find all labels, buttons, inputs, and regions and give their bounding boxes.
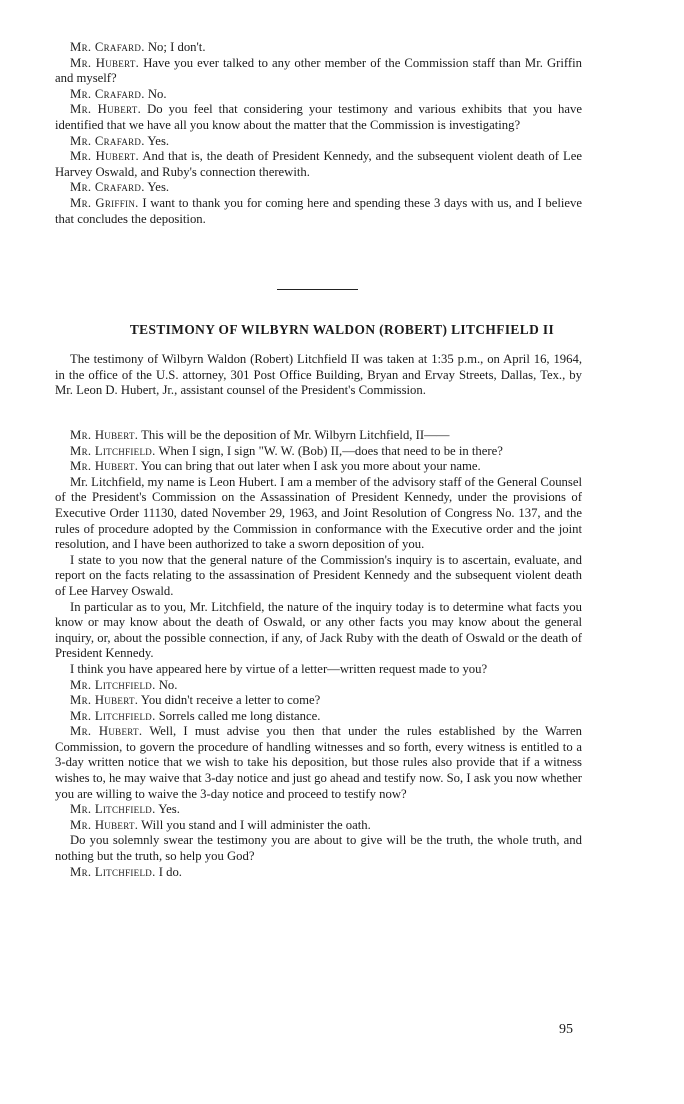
speaker-name: Mr. Crafard.	[70, 86, 145, 101]
testimony-line	[55, 134, 582, 150]
speaker-name: Mr. Crafard.	[70, 180, 145, 195]
line-text: Do you feel that considering your testimony and various exhibits that you have identified that we have all you know about the matter that the Commission is investigating?	[55, 102, 582, 132]
testimony-line	[55, 102, 582, 133]
speaker-name: Mr. Litchfield.	[70, 802, 156, 817]
testimony-line	[55, 180, 582, 196]
speaker-name: Mr. Litchfield.	[70, 864, 156, 879]
testimony-line	[55, 724, 582, 802]
line-text: You can bring that out later when I ask you more about your name.	[138, 459, 481, 474]
testimony-line	[55, 802, 582, 818]
line-text: Do you solemnly swear the testimony you are about to give will be the truth, the whole truth, and nothing but the truth, so help you God?	[55, 833, 582, 864]
line-text: This will be the deposition of Mr. Wilbyrn Litchfield, II——	[138, 428, 450, 442]
testimony-line	[55, 149, 582, 180]
testimony-line	[55, 56, 582, 87]
testimony-line	[55, 662, 582, 678]
testimony-line	[55, 833, 582, 864]
testimony-line	[55, 693, 582, 709]
testimony-line	[55, 459, 582, 475]
line-text: I state to you now that the general nature of the Commission's inquiry is to ascertain, evaluate, and report on the facts relating to the assassination of President Kennedy and the subsequent violent death of Lee Harvey Oswald.	[55, 552, 582, 598]
testimony-line	[55, 444, 582, 460]
speaker-name: Mr. Litchfield.	[70, 677, 156, 692]
speaker-name: Mr. Hubert.	[70, 149, 140, 164]
line-text: Yes.	[144, 133, 170, 148]
speaker-name: Mr. Hubert.	[70, 102, 142, 117]
line-text: No.	[144, 86, 167, 101]
speaker-name: Mr. Crafard.	[70, 40, 145, 54]
line-text: No.	[155, 677, 178, 692]
line-text: Yes.	[155, 802, 180, 817]
speaker-name: Mr. Hubert.	[70, 55, 140, 70]
section-divider	[277, 289, 358, 290]
testimony-line	[55, 709, 582, 725]
litchfield-testimony	[55, 428, 582, 880]
speaker-name: Mr. Hubert.	[70, 817, 139, 832]
intro-block	[55, 352, 582, 399]
line-text: You didn't receive a letter to come?	[138, 693, 321, 708]
line-text: Sorrels called me long distance.	[155, 708, 321, 723]
testimony-line	[55, 196, 582, 227]
speaker-name: Mr. Hubert.	[70, 428, 139, 442]
testimony-line	[55, 553, 582, 600]
speaker-name: Mr. Litchfield.	[70, 443, 156, 458]
section-heading: TESTIMONY OF WILBYRN WALDON (ROBERT) LITCHFIELD II	[129, 322, 555, 337]
line-text: I do.	[155, 864, 182, 879]
continued-testimony	[55, 40, 582, 227]
testimony-line	[55, 678, 582, 694]
speaker-name: Mr. Griffin.	[70, 195, 139, 210]
speaker-name: Mr. Hubert.	[70, 693, 139, 708]
line-text: When I sign, I sign "W. W. (Bob) II,—does that need to be in there?	[155, 443, 503, 458]
testimony-line	[55, 40, 582, 56]
line-text: Yes.	[144, 180, 170, 195]
testimony-line	[55, 475, 582, 553]
testimony-line	[55, 600, 582, 662]
speaker-name: Mr. Hubert.	[70, 459, 139, 474]
testimony-line	[55, 818, 582, 834]
line-text: I think you have appeared here by virtue of a letter—written request made to you?	[70, 661, 488, 676]
line-text: And that is, the death of President Kennedy, and the subsequent violent death of Lee Harvey Oswald, and Ruby's connection therewith.	[55, 149, 582, 179]
line-text: No; I don't.	[144, 40, 206, 54]
testimony-line	[55, 865, 582, 881]
line-text: I want to thank you for coming here and spending these 3 days with us, and I believe that concludes the deposition.	[55, 195, 582, 226]
line-text: Mr. Litchfield, my name is Leon Hubert. I am a member of the advisory staff of the General Counsel of the President's Commission on the Assassination of President Kennedy, under the provisions of Executive Order 11130, dated November 29, 1963, and Joint Resolution of Congress No. 137, and the rules of procedure adopted by the Commission in conformance with the Executive order and the joint resolution, and I have been authorized to take a sworn deposition of you.	[55, 474, 582, 552]
speaker-name: Mr. Hubert.	[70, 724, 143, 739]
speaker-name: Mr. Litchfield.	[70, 708, 156, 723]
line-text: In particular as to you, Mr. Litchfield, the nature of the inquiry today is to determine what facts you know or may know about the death of Oswald, or any other facts you may know about the general inquiry, or, about the possible connection, if any, of Jack Ruby with the death of Oswald or the death of President Kennedy.	[55, 599, 582, 661]
page-number: 95	[559, 1022, 573, 1037]
line-text: Have you ever talked to any other member of the Commission staff than Mr. Griffin and myself?	[55, 55, 582, 86]
testimony-line	[55, 87, 582, 103]
speaker-name: Mr. Crafard.	[70, 133, 145, 148]
line-text: Will you stand and I will administer the oath.	[138, 817, 371, 832]
intro-paragraph: The testimony of Wilbyrn Waldon (Robert) Litchfield II was taken at 1:35 p.m., on April 16, 1964, in the office of the U.S. attorney, 301 Post Office Building, Bryan and Ervay Streets, Dallas, Tex., by Mr. Leon D. Hubert, Jr., assistant counsel of the President's Commission.	[55, 352, 582, 398]
line-text: Well, I must advise you then that under the rules established by the Warren Commission, to govern the procedure of handling witnesses and so forth, every witness is entitled to a 3-day written notice that we wish to take his deposition, but those rules also provide that if a witness wishes to, he may waive that 3-day notice and just go ahead and testify now. So, I ask you now whether you are willing to waive the 3-day notice and proceed to testify now?	[55, 724, 582, 801]
testimony-line	[55, 428, 582, 444]
